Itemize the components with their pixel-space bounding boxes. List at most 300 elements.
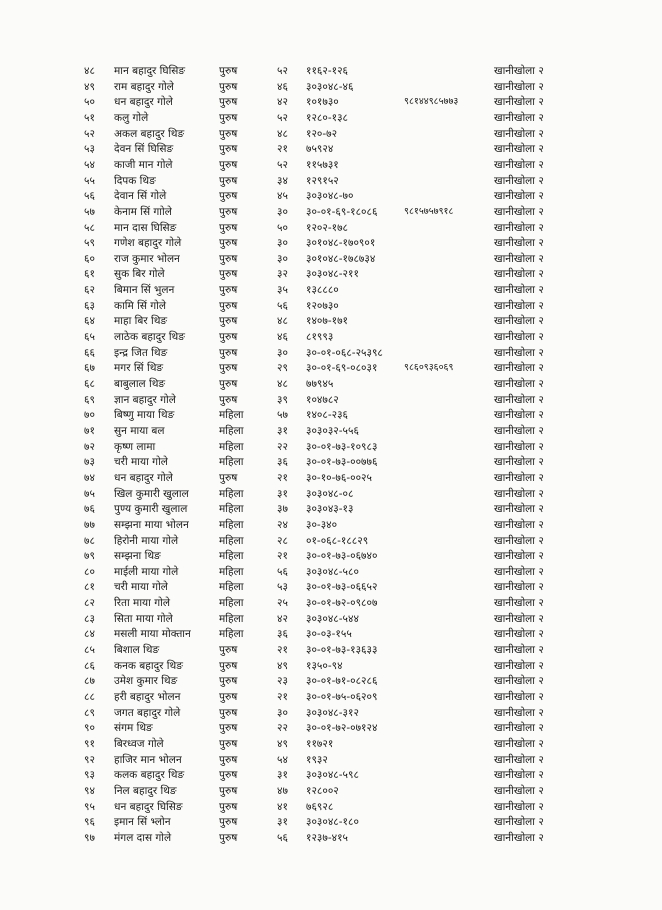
cell-gender: महिला — [219, 409, 244, 422]
cell-cit: १२०७३० — [306, 299, 339, 312]
cell-age: २२ — [277, 440, 288, 453]
cell-gender: महिला — [219, 612, 244, 625]
table-row — [0, 501, 662, 517]
cell-name: खिल कुमारी खुलाल — [114, 487, 189, 500]
cell-sn: ६९ — [84, 393, 95, 406]
cell-vill: खानीखोला २ — [494, 362, 544, 375]
cell-cit: ३०-०१-७२-०७१२४ — [306, 722, 378, 735]
cell-cit: ७५९२४ — [306, 143, 334, 156]
cell-gender: पुरुष — [219, 205, 238, 218]
cell-vill: खानीखोला २ — [494, 471, 544, 484]
cell-cit: ३०३०४८-५४४ — [306, 612, 359, 625]
cell-vill: खानीखोला २ — [494, 675, 544, 688]
cell-sn: ६५ — [84, 331, 95, 344]
table-row — [0, 439, 662, 455]
table-row — [0, 110, 662, 126]
cell-name: बिमान सिं भुलन — [114, 284, 175, 297]
cell-cit: ३०-०३-१५५ — [306, 628, 352, 641]
cell-gender: पुरुष — [219, 675, 238, 688]
cell-sn: ८४ — [84, 628, 95, 641]
cell-name: राज कुमार भोलन — [114, 252, 180, 265]
cell-vill: खानीखोला २ — [494, 722, 544, 735]
cell-vill: खानीखोला २ — [494, 831, 544, 844]
cell-cit: १२८०-१३८ — [306, 111, 349, 124]
table-row — [0, 376, 662, 392]
table-row — [0, 611, 662, 627]
cell-age: ४१ — [277, 800, 288, 813]
cell-sn: ७६ — [84, 503, 95, 516]
cell-cit: ३०३०४८-२११ — [306, 268, 359, 281]
cell-sn: ६२ — [84, 284, 95, 297]
cell-gender: पुरुष — [219, 346, 238, 359]
cell-vill: खानीखोला २ — [494, 565, 544, 578]
cell-gender: पुरुष — [219, 471, 238, 484]
table-row — [0, 63, 662, 79]
cell-name: अकल बहादुर थिङ — [114, 127, 185, 140]
cell-age: ३५ — [277, 284, 288, 297]
cell-name: धन बहादुर गोले — [114, 471, 173, 484]
cell-cit: ३०-०१-६९-०८०३१ — [306, 362, 378, 375]
cell-sn: ७२ — [84, 440, 95, 453]
cell-age: ४८ — [277, 378, 288, 390]
cell-age: २१ — [277, 691, 288, 703]
cell-vill: खानीखोला २ — [494, 299, 544, 312]
table-row — [0, 345, 662, 361]
cell-vill: खानीखोला २ — [494, 190, 544, 203]
table-row — [0, 486, 662, 502]
cell-age: २५ — [277, 597, 288, 610]
cell-age: २१ — [277, 143, 288, 156]
cell-cit: १२३७-४१५ — [306, 831, 349, 844]
cell-cit: ११७२१ — [306, 737, 334, 750]
cell-vill: खानीखोला २ — [494, 252, 544, 265]
cell-name: हाजिर मान भोलन — [114, 753, 182, 766]
cell-cit: ३०३०४८-५९८ — [306, 769, 359, 782]
cell-cit: ३०३०४८-४६ — [306, 80, 354, 93]
cell-sn: ८२ — [84, 597, 95, 610]
cell-sn: ९१ — [84, 737, 95, 750]
cell-sn: ६३ — [84, 299, 95, 312]
cell-vill: खानीखोला २ — [494, 393, 544, 406]
cell-age: ४२ — [277, 96, 288, 109]
cell-gender: पुरुष — [219, 96, 238, 109]
cell-age: ५३ — [277, 581, 288, 594]
cell-sn: ५६ — [84, 190, 95, 203]
table-row — [0, 251, 662, 267]
cell-phone: ९८१४४९८५७७३ — [404, 96, 459, 108]
cell-cit: १९३२ — [306, 753, 328, 766]
cell-cit: ८१९९३ — [306, 331, 334, 344]
cell-age: ४८ — [277, 127, 288, 140]
cell-sn: ७३ — [84, 456, 95, 469]
cell-sn: ५१ — [84, 111, 95, 124]
cell-gender: पुरुष — [219, 753, 238, 766]
cell-name: इमान सिं भ्लोन — [114, 816, 171, 829]
cell-name: कनक बहादुर थिङ — [114, 659, 183, 672]
cell-cit: १२०२-१७८ — [306, 221, 349, 234]
cell-gender: पुरुष — [219, 831, 238, 844]
cell-age: २८ — [277, 534, 288, 547]
cell-gender: महिला — [219, 424, 244, 437]
cell-sn: ५० — [84, 96, 95, 109]
table-row — [0, 658, 662, 674]
cell-age: ५६ — [277, 831, 288, 844]
cell-gender: पुरुष — [219, 393, 238, 406]
cell-vill: खानीखोला २ — [494, 346, 544, 359]
cell-name: धन बहादुर गोले — [114, 96, 173, 109]
cell-sn: ५२ — [84, 127, 95, 140]
cell-gender: महिला — [219, 597, 244, 610]
cell-sn: ७० — [84, 409, 95, 422]
table-row — [0, 173, 662, 189]
cell-phone: ९८६०९३६०६९ — [404, 362, 454, 374]
cell-gender: महिला — [219, 503, 244, 516]
cell-vill: खानीखोला २ — [494, 284, 544, 297]
cell-sn: ७९ — [84, 550, 95, 563]
cell-name: मान बहादुर घिसिङ — [114, 65, 186, 77]
cell-cit: ३०-०१-७१-०८२८६ — [306, 675, 378, 688]
cell-sn: ५८ — [84, 221, 95, 234]
cell-cit: ३०३०४८-७० — [306, 190, 354, 203]
cell-sn: ८० — [84, 565, 95, 578]
cell-cit: ३०-०१-७२-०९८०७ — [306, 597, 378, 610]
table-row — [0, 157, 662, 173]
cell-gender: पुरुष — [219, 769, 238, 782]
cell-age: ३० — [277, 706, 288, 719]
table-row — [0, 392, 662, 408]
cell-gender: पुरुष — [219, 784, 238, 797]
cell-age: २३ — [277, 675, 288, 688]
cell-cit: १०४७८२ — [306, 393, 339, 406]
cell-sn: ९६ — [84, 816, 95, 829]
cell-gender: पुरुष — [219, 691, 238, 703]
cell-sn: ८१ — [84, 581, 95, 594]
cell-age: ३० — [277, 205, 288, 218]
cell-age: ३६ — [277, 456, 288, 469]
cell-gender: पुरुष — [219, 127, 238, 140]
cell-cit: १०१७३० — [306, 96, 339, 109]
table-row — [0, 313, 662, 329]
cell-vill: खानीखोला २ — [494, 534, 544, 547]
cell-age: ५६ — [277, 565, 288, 578]
cell-gender: पुरुष — [219, 221, 238, 234]
cell-cit: ३०-३४० — [306, 518, 338, 531]
cell-sn: ५५ — [84, 174, 95, 187]
table-row — [0, 220, 662, 236]
cell-sn: ५४ — [84, 158, 95, 171]
cell-vill: खानीखोला २ — [494, 737, 544, 750]
cell-name: सुन माया बल — [114, 424, 165, 437]
cell-vill: खानीखोला २ — [494, 315, 544, 328]
cell-vill: खानीखोला २ — [494, 753, 544, 766]
cell-gender: पुरुष — [219, 644, 238, 657]
cell-age: ३० — [277, 252, 288, 265]
cell-name: इन्द्र जित थिङ — [114, 346, 168, 359]
table-row — [0, 79, 662, 95]
cell-cit: १२९१५२ — [306, 174, 339, 187]
table-row — [0, 282, 662, 298]
cell-vill: खानीखोला २ — [494, 331, 544, 344]
cell-vill: खानीखोला २ — [494, 205, 544, 218]
cell-gender: पुरुष — [219, 143, 238, 156]
cell-gender: पुरुष — [219, 237, 238, 250]
cell-name: केनाम सिं गाोले — [114, 205, 172, 218]
cell-name: देवान सिं गोले — [114, 190, 167, 203]
cell-name: उमेश कुमार थिङ — [114, 675, 178, 688]
cell-vill: खानीखोला २ — [494, 221, 544, 234]
cell-age: २१ — [277, 550, 288, 563]
table-row — [0, 126, 662, 142]
cell-age: ५२ — [277, 158, 288, 171]
cell-gender: पुरुष — [219, 816, 238, 829]
cell-gender: महिला — [219, 487, 244, 500]
cell-vill: खानीखोला २ — [494, 800, 544, 813]
cell-vill: खानीखोला २ — [494, 644, 544, 657]
cell-cit: ३०१०४८-१७०९०१ — [306, 237, 376, 250]
cell-vill: खानीखोला २ — [494, 550, 544, 563]
cell-sn: ६४ — [84, 315, 95, 328]
cell-name: रिता माया गोले — [114, 597, 170, 610]
cell-name: कामि सिं गोले — [114, 299, 167, 312]
cell-gender: महिला — [219, 581, 244, 594]
cell-sn: ८९ — [84, 706, 95, 719]
cell-cit: १३५०-९४ — [306, 659, 343, 672]
cell-name: बाबुलाल थिङ — [114, 378, 166, 390]
cell-sn: ४८ — [84, 65, 95, 77]
cell-age: ५२ — [277, 111, 288, 124]
cell-gender: महिला — [219, 456, 244, 469]
cell-age: २२ — [277, 722, 288, 735]
table-row — [0, 752, 662, 768]
cell-cit: ७६९२८ — [306, 800, 334, 813]
cell-name: सिता माया गोले — [114, 612, 173, 625]
cell-cit: ३०-०१-०६८-२५३९८ — [306, 346, 383, 359]
table-row — [0, 814, 662, 830]
cell-vill: खानीखोला २ — [494, 612, 544, 625]
cell-name: जगत बहादुर गोले — [114, 706, 181, 719]
cell-cit: ३०३०४८-०८ — [306, 487, 354, 500]
cell-age: ३० — [277, 346, 288, 359]
table-row — [0, 799, 662, 815]
cell-vill: खानीखोला २ — [494, 424, 544, 437]
cell-cit: ३०-०१-७३-१०९८३ — [306, 440, 378, 453]
cell-cit: ११५७३१ — [306, 158, 339, 171]
cell-sn: ४९ — [84, 80, 95, 93]
cell-vill: खानीखोला २ — [494, 597, 544, 610]
cell-age: ५६ — [277, 299, 288, 312]
cell-name: ज्ञान बहादुर गोले — [114, 393, 176, 406]
cell-age: २९ — [277, 362, 288, 375]
cell-name: दिपक थिङ — [114, 174, 156, 187]
table-row — [0, 298, 662, 314]
cell-sn: ८७ — [84, 675, 95, 688]
cell-gender: पुरुष — [219, 268, 238, 281]
cell-cit: ०१-०६८-१८८२९ — [306, 534, 369, 547]
cell-name: सुक बिर गोले — [114, 268, 165, 281]
cell-vill: खानीखोला २ — [494, 65, 544, 77]
cell-age: ३१ — [277, 487, 288, 500]
table-row — [0, 360, 662, 376]
cell-age: ४५ — [277, 190, 288, 203]
cell-sn: ९२ — [84, 753, 95, 766]
cell-cit: ३०३०३२-५५६ — [306, 424, 359, 437]
cell-name: चरी माया गोले — [114, 456, 168, 469]
cell-gender: पुरुष — [219, 252, 238, 265]
cell-sn: ९५ — [84, 800, 95, 813]
cell-name: चरी माया गोले — [114, 581, 168, 594]
cell-gender: पुरुष — [219, 800, 238, 813]
cell-age: ४८ — [277, 315, 288, 328]
cell-sn: ९३ — [84, 769, 95, 782]
cell-vill: खानीखोला २ — [494, 111, 544, 124]
cell-age: २१ — [277, 644, 288, 657]
table-row — [0, 626, 662, 642]
cell-sn: ७५ — [84, 487, 95, 500]
table-row — [0, 204, 662, 220]
cell-vill: खानीखोला २ — [494, 127, 544, 140]
cell-name: कलु गोले — [114, 111, 149, 124]
cell-vill: खानीखोला २ — [494, 816, 544, 829]
cell-cit: १३८८८० — [306, 284, 339, 297]
cell-name: कृष्ण लामा — [114, 440, 156, 453]
cell-gender: पुरुष — [219, 378, 238, 390]
cell-sn: ८३ — [84, 612, 95, 625]
cell-age: ४६ — [277, 331, 288, 344]
cell-vill: खानीखोला २ — [494, 691, 544, 703]
cell-sn: ९७ — [84, 831, 95, 844]
cell-name: लाठेक बहादुर थिङ — [114, 331, 185, 344]
cell-sn: ७८ — [84, 534, 95, 547]
table-row — [0, 454, 662, 470]
table-row — [0, 705, 662, 721]
cell-name: सम्झना माया भोलन — [114, 518, 189, 531]
cell-cit: १४०८-२३६ — [306, 409, 349, 422]
cell-vill: खानीखोला २ — [494, 784, 544, 797]
cell-name: देवन सिं घिसिङ — [114, 143, 174, 156]
cell-age: ५७ — [277, 409, 288, 422]
cell-name: काजी मान गोले — [114, 158, 173, 171]
cell-name: माईली माया गोले — [114, 565, 179, 578]
cell-name: हिरोनी माया गोले — [114, 534, 179, 547]
cell-age: २१ — [277, 471, 288, 484]
cell-cit: १२८००२ — [306, 784, 339, 797]
cell-age: ४७ — [277, 784, 288, 797]
cell-sn: ६७ — [84, 362, 95, 375]
table-row — [0, 329, 662, 345]
cell-gender: पुरुष — [219, 158, 238, 171]
cell-vill: खानीखोला २ — [494, 409, 544, 422]
cell-sn: ८८ — [84, 691, 95, 703]
cell-gender: पुरुष — [219, 65, 238, 77]
cell-sn: ६८ — [84, 378, 95, 390]
cell-gender: पुरुष — [219, 111, 238, 124]
cell-sn: ५३ — [84, 143, 95, 156]
cell-name: मसली माया मोक्तान — [114, 628, 191, 641]
cell-gender: पुरुष — [219, 190, 238, 203]
cell-vill: खानीखोला २ — [494, 174, 544, 187]
cell-vill: खानीखोला २ — [494, 80, 544, 93]
cell-age: ४६ — [277, 80, 288, 93]
cell-cit: ७७९४५ — [306, 378, 334, 390]
table-row — [0, 141, 662, 157]
cell-vill: खानीखोला २ — [494, 158, 544, 171]
cell-age: ३० — [277, 237, 288, 250]
cell-gender: पुरुष — [219, 722, 238, 735]
table-row — [0, 689, 662, 705]
cell-name: संगम थिङ — [114, 722, 153, 735]
cell-cit: ३०३०४८-३१२ — [306, 706, 359, 719]
cell-vill: खानीखोला २ — [494, 503, 544, 516]
cell-name: राम बहादुर गोले — [114, 80, 174, 93]
cell-sn: ९० — [84, 722, 95, 735]
cell-vill: खानीखोला २ — [494, 628, 544, 641]
cell-gender: महिला — [219, 565, 244, 578]
cell-cit: ३०३०४८-५८० — [306, 565, 359, 578]
cell-cit: १४०७-१७१ — [306, 315, 349, 328]
table-row — [0, 579, 662, 595]
cell-gender: महिला — [219, 534, 244, 547]
cell-cit: ३०-०१-७३-१३६३३ — [306, 644, 378, 657]
cell-age: ३१ — [277, 816, 288, 829]
cell-cit: ३०३०४३-१३ — [306, 503, 354, 516]
cell-cit: ३०-०१-७५-०६२०९ — [306, 691, 378, 703]
cell-sn: ९४ — [84, 784, 95, 797]
cell-sn: ६६ — [84, 346, 95, 359]
table-row — [0, 783, 662, 799]
table-row — [0, 720, 662, 736]
table-row — [0, 767, 662, 783]
table-row — [0, 736, 662, 752]
cell-name: गणेश बहादुर गोले — [114, 237, 182, 250]
table-row — [0, 548, 662, 564]
cell-vill: खानीखोला २ — [494, 581, 544, 594]
cell-gender: महिला — [219, 550, 244, 563]
cell-cit: ३०-०१-६९-१८०८६ — [306, 205, 378, 218]
cell-name: मान दास घिसिङ — [114, 221, 177, 234]
cell-vill: खानीखोला २ — [494, 769, 544, 782]
table-row — [0, 517, 662, 533]
cell-name: पुण्य कुमारी खुलाल — [114, 503, 188, 516]
cell-cit: ३०-०१-७३-००७७६ — [306, 456, 378, 469]
cell-age: ३४ — [277, 174, 288, 187]
table-row — [0, 673, 662, 689]
table-row — [0, 470, 662, 486]
cell-gender: पुरुष — [219, 80, 238, 93]
cell-gender: पुरुष — [219, 706, 238, 719]
cell-age: ४२ — [277, 612, 288, 625]
cell-age: ४९ — [277, 659, 288, 672]
cell-name: धन बहादुर घिसिङ — [114, 800, 183, 813]
cell-vill: खानीखोला २ — [494, 659, 544, 672]
cell-cit: १२०-७२ — [306, 127, 338, 140]
table-row — [0, 533, 662, 549]
table-row — [0, 423, 662, 439]
cell-age: ३२ — [277, 268, 288, 281]
cell-age: ४९ — [277, 737, 288, 750]
cell-vill: खानीखोला २ — [494, 237, 544, 250]
table-row — [0, 595, 662, 611]
cell-age: ५४ — [277, 753, 288, 766]
cell-cit: ३०-०१-७३-०६७४० — [306, 550, 378, 563]
cell-vill: खानीखोला २ — [494, 378, 544, 390]
cell-age: ५२ — [277, 65, 288, 77]
cell-name: कलक बहादुर थिङ — [114, 769, 185, 782]
cell-gender: महिला — [219, 518, 244, 531]
cell-sn: ६१ — [84, 268, 95, 281]
cell-gender: पुरुष — [219, 299, 238, 312]
cell-cit: ३०-१०-७६-००२५ — [306, 471, 372, 484]
cell-sn: ७१ — [84, 424, 95, 437]
